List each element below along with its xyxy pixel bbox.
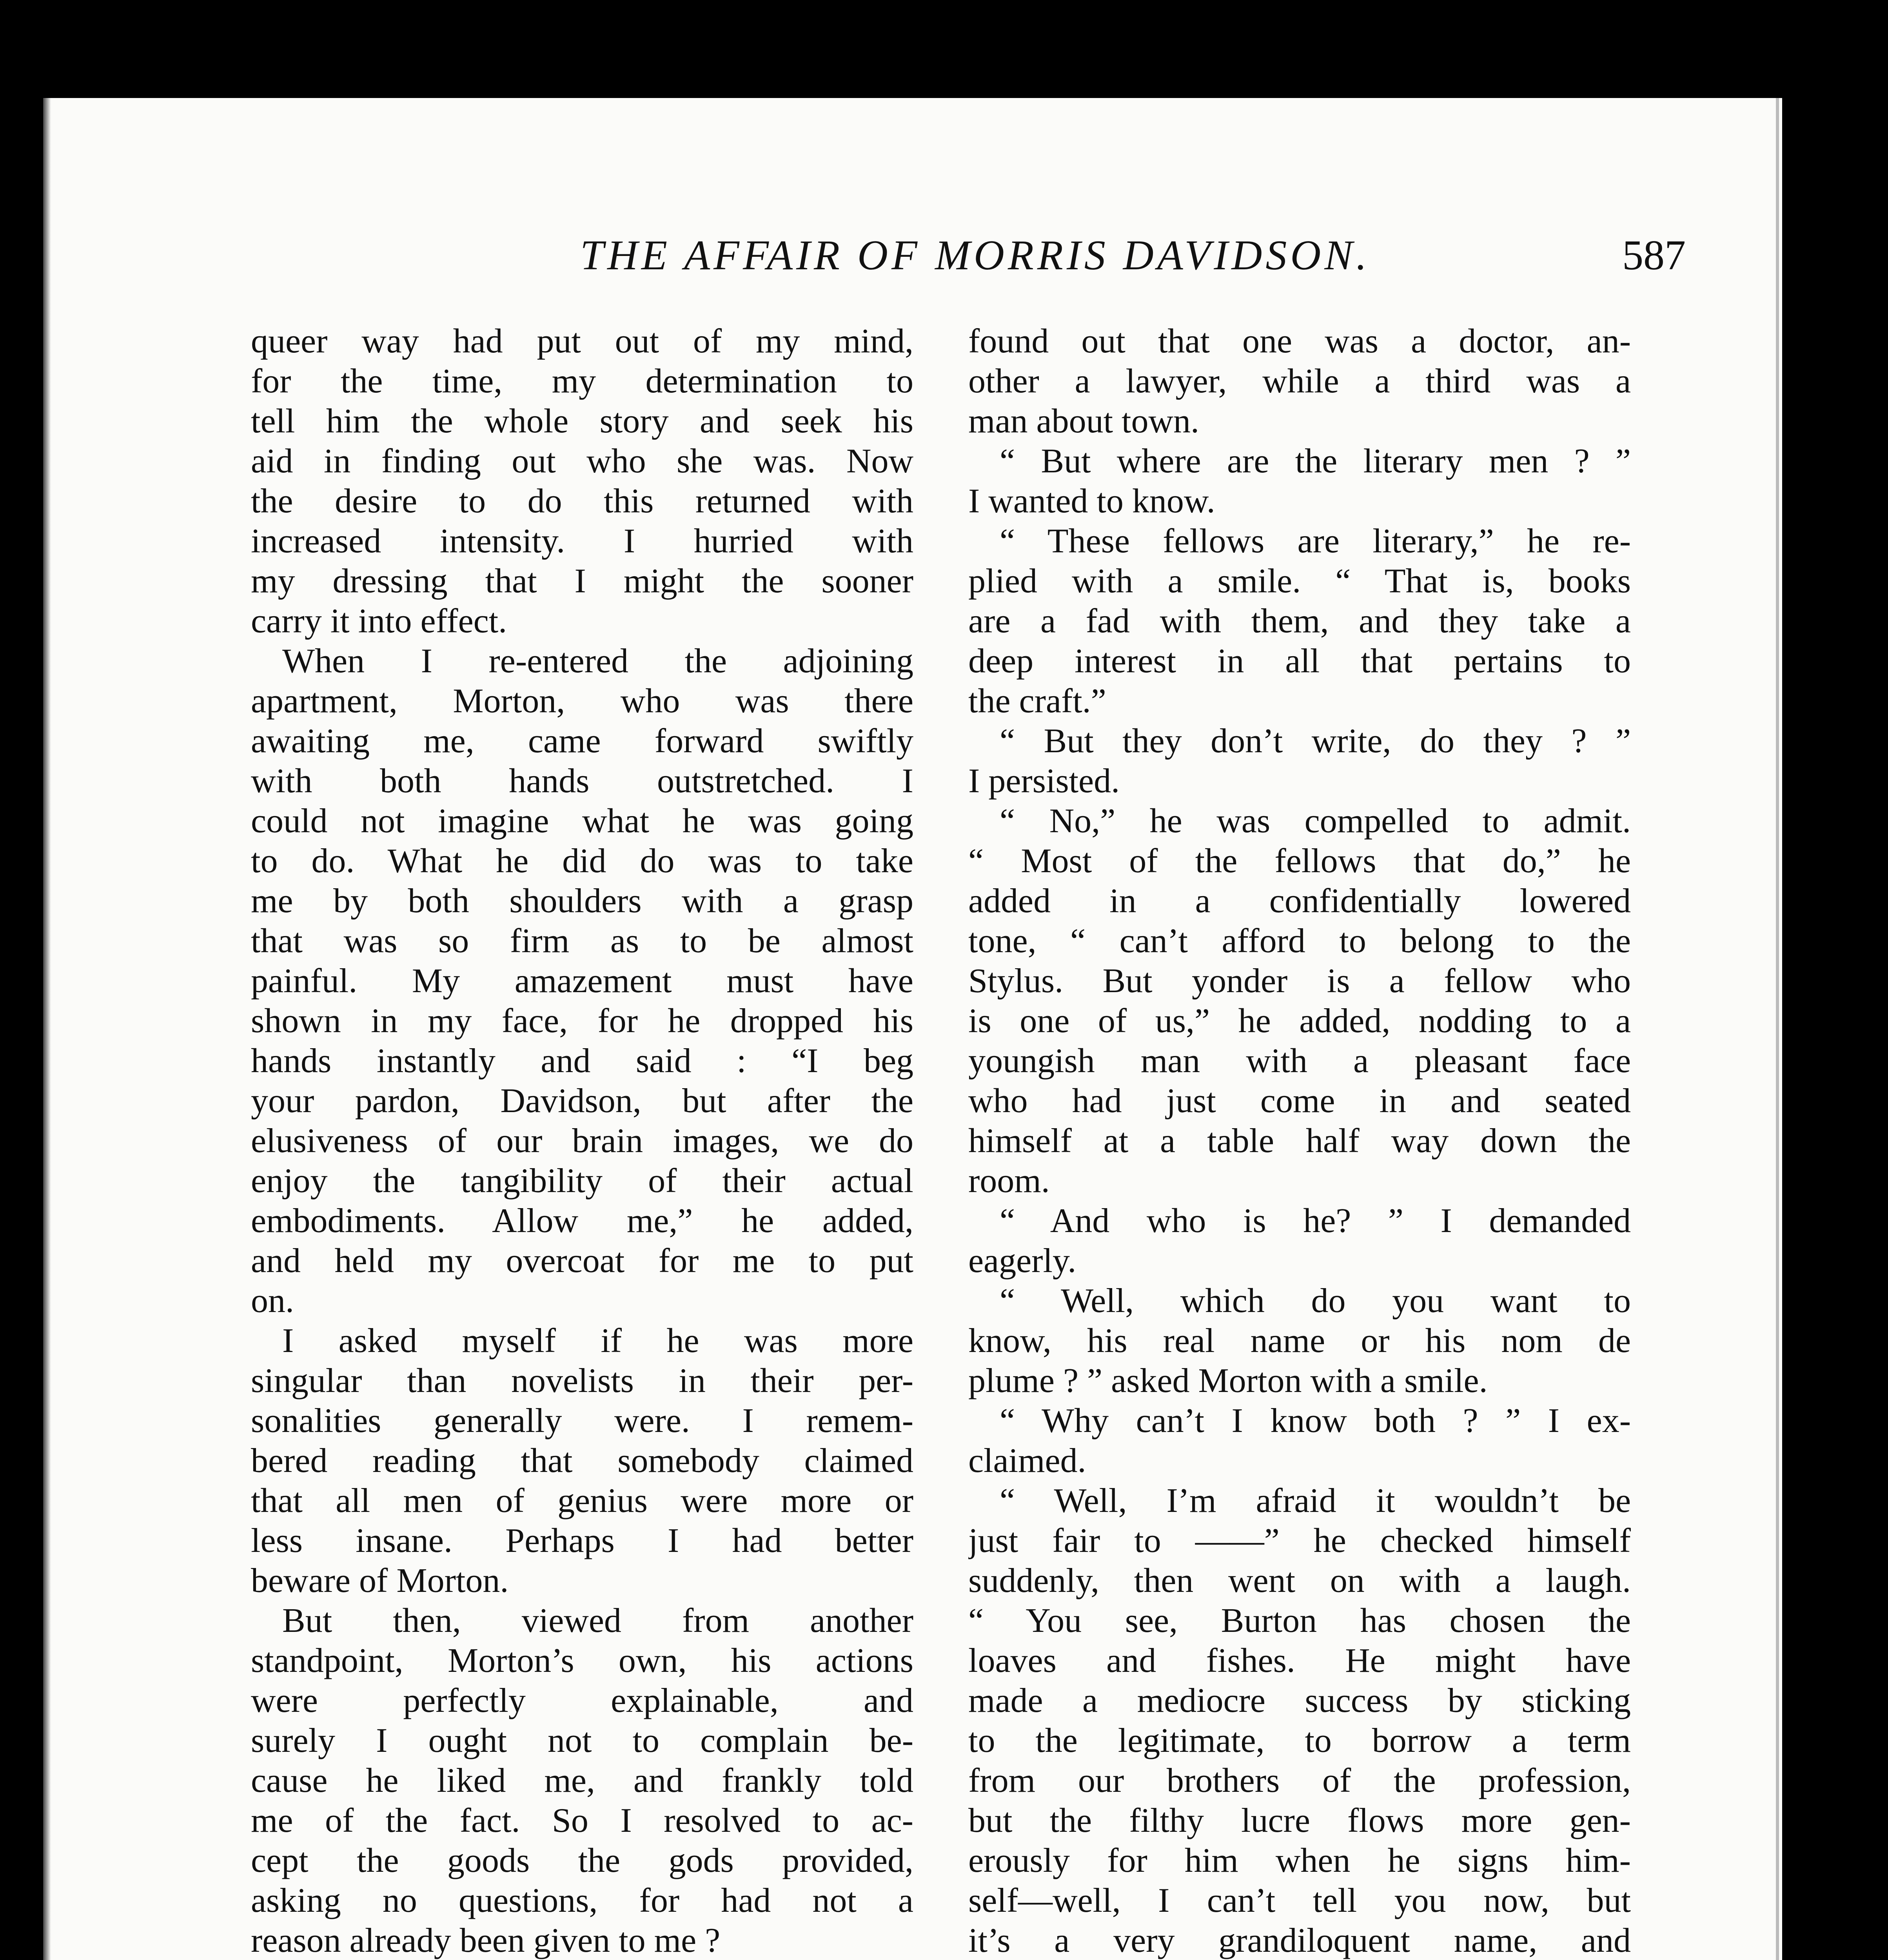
text-line: is one of us,” he added, nodding to a (968, 1002, 1631, 1040)
book-page (43, 98, 1782, 1960)
text-line: beware of Morton. (251, 1562, 509, 1600)
text-line: claimed. (968, 1442, 1086, 1480)
page-gutter-shadow (43, 98, 51, 1960)
text-line: painful. My amazement must have (251, 962, 913, 1000)
text-line: less insane. Perhaps I had better (251, 1522, 913, 1560)
text-line: but the filthy lucre flows more gen- (968, 1802, 1631, 1840)
text-line: tone, “ can’t afford to belong to the (968, 922, 1631, 960)
text-line: youngish man with a pleasant face (968, 1042, 1631, 1080)
text-line: awaiting me, came forward swiftly (251, 722, 913, 760)
text-line: “ These fellows are literary,” he re- (1000, 522, 1631, 560)
text-line: shown in my face, for he dropped his (251, 1002, 913, 1040)
text-line: singular than novelists in their per- (251, 1362, 913, 1400)
text-line: “ And who is he? ” I demanded (1000, 1202, 1631, 1240)
running-title: THE AFFAIR OF MORRIS DAVIDSON. (580, 232, 1371, 279)
text-line: surely I ought not to complain be- (251, 1722, 913, 1760)
text-line: aid in finding out who she was. Now (251, 442, 913, 480)
text-line: enjoy the tangibility of their actual (251, 1162, 913, 1200)
text-line: eagerly. (968, 1242, 1077, 1280)
text-line: “ But where are the literary men ? ” (1000, 442, 1631, 480)
text-line: embodiments. Allow me,” he added, (251, 1202, 913, 1240)
text-line: who had just come in and seated (968, 1082, 1631, 1120)
text-line: “ You see, Burton has chosen the (968, 1602, 1631, 1640)
text-line: could not imagine what he was going (251, 802, 913, 840)
text-line: hands instantly and said : “I beg (251, 1042, 913, 1080)
text-line: for the time, my determination to (251, 362, 913, 400)
text-line: from our brothers of the profession, (968, 1762, 1631, 1800)
text-line: self—well, I can’t tell you now, but (968, 1882, 1631, 1920)
text-column-left (251, 321, 913, 1960)
text-line: me by both shoulders with a grasp (251, 882, 913, 920)
text-line: sonalities generally were. I remem- (251, 1402, 913, 1440)
text-line: cause he liked me, and frankly told (251, 1762, 913, 1800)
text-line: that all men of genius were more or (251, 1482, 913, 1520)
text-line: loaves and fishes. He might have (968, 1642, 1631, 1680)
text-line: deep interest in all that pertains to (968, 642, 1631, 680)
page-number: 587 (1622, 232, 1686, 279)
running-head (227, 231, 1686, 290)
text-line: man about town. (968, 402, 1200, 440)
text-line: carry it into effect. (251, 602, 507, 640)
text-line: that was so firm as to be almost (251, 922, 913, 960)
text-line: the craft.” (968, 682, 1106, 720)
text-line: on. (251, 1282, 294, 1320)
text-line: But then, viewed from another (282, 1602, 913, 1640)
text-line: I wanted to know. (968, 482, 1215, 520)
text-line: plied with a smile. “ That is, books (968, 562, 1631, 600)
text-line: were perfectly explainable, and (251, 1682, 913, 1720)
text-line: When I re-entered the adjoining (282, 642, 913, 680)
text-line: cept the goods the gods provided, (251, 1842, 913, 1880)
text-line: standpoint, Morton’s own, his actions (251, 1642, 913, 1680)
page-edge-rule (1776, 98, 1779, 1960)
text-line: I asked myself if he was more (282, 1322, 913, 1360)
text-line: added in a confidentially lowered (968, 882, 1631, 920)
text-line: reason already been given to me ? (251, 1922, 721, 1960)
text-line: elusiveness of our brain images, we do (251, 1122, 913, 1160)
text-line: suddenly, then went on with a laugh. (968, 1562, 1631, 1600)
text-line: “ No,” he was compelled to admit. (1000, 802, 1631, 840)
text-line: erously for him when he signs him- (968, 1842, 1631, 1880)
text-line: with both hands outstretched. I (251, 762, 913, 800)
text-line: found out that one was a doctor, an- (968, 322, 1631, 360)
text-line: other a lawyer, while a third was a (968, 362, 1631, 400)
text-line: to do. What he did do was to take (251, 842, 913, 880)
text-line: room. (968, 1162, 1050, 1200)
text-line: your pardon, Davidson, but after the (251, 1082, 913, 1120)
text-line: himself at a table half way down the (968, 1122, 1631, 1160)
text-line: Stylus. But yonder is a fellow who (968, 962, 1631, 1000)
text-line: know, his real name or his nom de (968, 1322, 1631, 1360)
text-line: queer way had put out of my mind, (251, 322, 913, 360)
text-line: me of the fact. So I resolved to ac- (251, 1802, 913, 1840)
text-line: increased intensity. I hurried with (251, 522, 913, 560)
text-line: the desire to do this returned with (251, 482, 913, 520)
text-line: “ Why can’t I know both ? ” I ex- (1000, 1402, 1631, 1440)
text-line: apartment, Morton, who was there (251, 682, 913, 720)
text-line: just fair to ——” he checked himself (968, 1522, 1631, 1560)
text-line: are a fad with them, and they take a (968, 602, 1631, 640)
text-line: “ Most of the fellows that do,” he (968, 842, 1631, 880)
text-line: “ But they don’t write, do they ? ” (1000, 722, 1631, 760)
text-column-right (968, 321, 1631, 1960)
text-line: bered reading that somebody claimed (251, 1442, 913, 1480)
text-line: “ Well, which do you want to (1000, 1282, 1631, 1320)
text-line: asking no questions, for had not a (251, 1882, 913, 1920)
text-line: I persisted. (968, 762, 1120, 800)
text-line: made a mediocre success by sticking (968, 1682, 1631, 1720)
text-line: and held my overcoat for me to put (251, 1242, 913, 1280)
text-line: plume ? ” asked Morton with a smile. (968, 1362, 1488, 1400)
text-line: tell him the whole story and seek his (251, 402, 913, 440)
text-line: it’s a very grandiloquent name, and (968, 1922, 1631, 1960)
text-line: to the legitimate, to borrow a term (968, 1722, 1631, 1760)
text-line: my dressing that I might the sooner (251, 562, 913, 600)
text-line: “ Well, I’m afraid it wouldn’t be (1000, 1482, 1631, 1520)
